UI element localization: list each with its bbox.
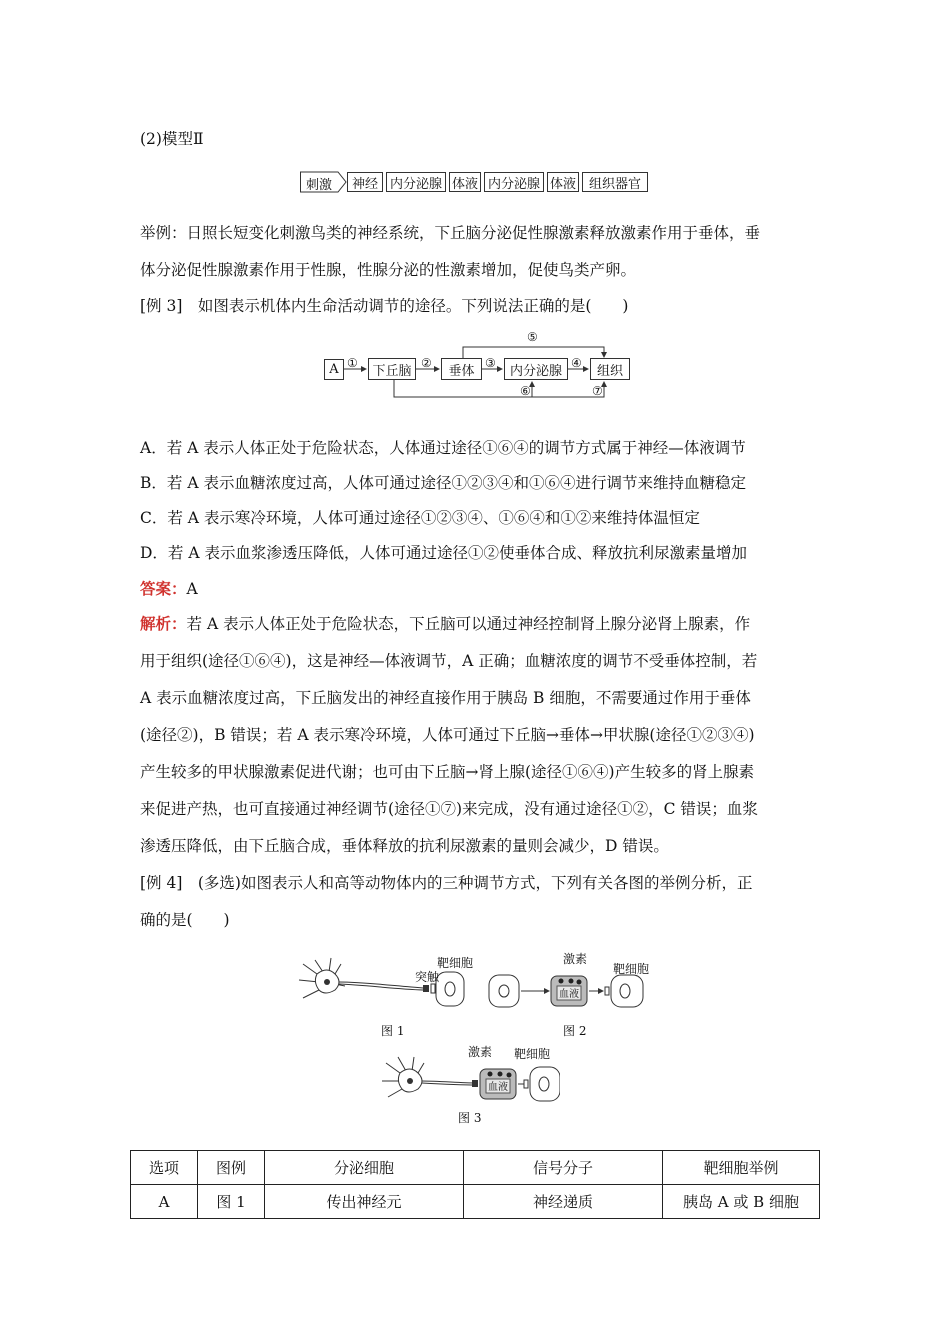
path-label-5: ⑤ [527, 330, 538, 344]
table-header-row [131, 1151, 820, 1185]
analysis-line-4: (途径②)，B 错误；若 A 表示寒冷环境，人体可通过下丘脑→垂体→甲状腺(途径①②③④) [140, 726, 755, 744]
analysis-label: 解析： [140, 614, 187, 633]
flow-fluid-1: 体液 [449, 172, 481, 192]
fig3-caption: 图 3 [458, 1111, 482, 1125]
example-line-1: 举例：日照长短变化刺激鸟类的神经系统，下丘脑分泌促性腺激素释放激素作用于垂体，垂 [140, 224, 761, 242]
path-label-6: ⑥ [520, 384, 531, 398]
flow-gland-2: 内分泌腺 [484, 172, 544, 192]
path-label-7: ⑦ [592, 384, 603, 398]
node-a: A [324, 359, 344, 380]
table-header-cell: 靶细胞举例 [663, 1151, 820, 1185]
table-row [131, 1185, 820, 1219]
analysis-line-5: 产生较多的甲状腺激素促进代谢；也可由下丘脑→肾上腺(途径①⑥④)产生较多的肾上腺素 [140, 763, 755, 781]
answer-label: 答案： [140, 579, 187, 598]
fig3-blood-label: 血液 [488, 1082, 508, 1093]
fig3-target-label: 靶细胞 [514, 1047, 551, 1061]
q3-option-b: B．若 A 表示血糖浓度过高，人体可通过途径①②③④和①⑥④进行调节来维持血糖稳定 [140, 474, 746, 492]
path-label-4: ④ [571, 356, 582, 370]
node-pituitary: 垂体 [441, 358, 482, 380]
analysis-line-1 [140, 613, 750, 635]
fig2-blood-label: 血液 [559, 989, 579, 1000]
options-table [130, 1150, 820, 1219]
q3-answer [140, 578, 198, 600]
analysis-line-6: 来促进产热，也可直接通过神经调节(途径①⑦)来完成，没有通过途径①②，C 错误；血浆 [140, 800, 758, 818]
q3-option-d: D．若 A 表示血浆渗透压降低，人体可通过途径①②使垂体合成、释放抗利尿激素量增加 [140, 544, 747, 562]
fig1-caption: 图 1 [381, 1024, 405, 1038]
answer-value: A [186, 580, 198, 598]
q3-pathway-diagram [320, 327, 640, 403]
flow-stimulus: 刺激 [306, 178, 333, 193]
flow-nerve: 神经 [347, 172, 383, 192]
figure-1 [295, 952, 485, 1042]
fig2-target-label: 靶细胞 [613, 962, 650, 976]
node-tissue: 组织 [590, 358, 630, 380]
model-flow-diagram [300, 170, 650, 194]
flow-organ: 组织器官 [582, 172, 648, 192]
table-cell: 胰岛 A 或 B 细胞 [663, 1185, 820, 1219]
table-header-cell: 信号分子 [464, 1151, 663, 1185]
flow-fluid-2: 体液 [547, 172, 579, 192]
fig1-synapse-label: 突触 [415, 970, 440, 984]
analysis-text-1: 若 A 表示人体正处于危险状态，下丘脑可以通过神经控制肾上腺分泌肾上腺素，作 [186, 615, 751, 633]
table-header-cell: 分泌细胞 [265, 1151, 464, 1185]
analysis-line-7: 渗透压降低，由下丘脑合成，垂体释放的抗利尿激素的量则会减少，D 错误。 [140, 837, 669, 855]
table-cell: A [131, 1185, 198, 1219]
q4-stem-line-2: 确的是( ) [140, 911, 230, 929]
node-endocrine-gland: 内分泌腺 [504, 358, 568, 380]
fig2-hormone-label: 激素 [563, 952, 588, 966]
fig2-caption: 图 2 [563, 1024, 587, 1038]
example-line-2: 体分泌促性腺激素作用于性腺，性腺分泌的性激素增加，促使鸟类产卵。 [140, 261, 637, 279]
q3-option-a: A．若 A 表示人体正处于危险状态，人体通过途径①⑥④的调节方式属于神经—体液调节 [140, 439, 746, 457]
fig3-hormone-label: 激素 [468, 1045, 493, 1059]
path-label-2: ② [421, 356, 432, 370]
section-title: (2)模型Ⅱ [140, 130, 204, 148]
q3-stem: [例 3] 如图表示机体内生命活动调节的途径。下列说法正确的是( ) [140, 297, 629, 315]
q3-option-c: C．若 A 表示寒冷环境，人体可通过途径①②③④、①⑥④和①②来维持体温恒定 [140, 509, 700, 527]
q4-stem-line-1: [例 4] (多选)如图表示人和高等动物体内的三种调节方式，下列有关各图的举例分析，正 [140, 874, 753, 892]
figure-2 [485, 948, 655, 1042]
path-label-3: ③ [485, 356, 496, 370]
node-hypothalamus: 下丘脑 [368, 358, 416, 380]
table-cell: 图 1 [198, 1185, 265, 1219]
analysis-line-3: A 表示血糖浓度过高，下丘脑发出的神经直接作用于胰岛 B 细胞，不需要通过作用于垂体 [140, 689, 751, 707]
table-header-cell: 选项 [131, 1151, 198, 1185]
flow-gland-1: 内分泌腺 [386, 172, 446, 192]
table-cell: 神经递质 [464, 1185, 663, 1219]
table-header-cell: 图例 [198, 1151, 265, 1185]
path-label-1: ① [347, 356, 358, 370]
analysis-line-2: 用于组织(途径①⑥④)，这是神经—体液调节，A 正确；血糖浓度的调节不受垂体控制，若 [140, 652, 758, 670]
table-cell: 传出神经元 [265, 1185, 464, 1219]
figure-3 [380, 1043, 560, 1127]
fig1-target-label: 靶细胞 [437, 956, 474, 970]
